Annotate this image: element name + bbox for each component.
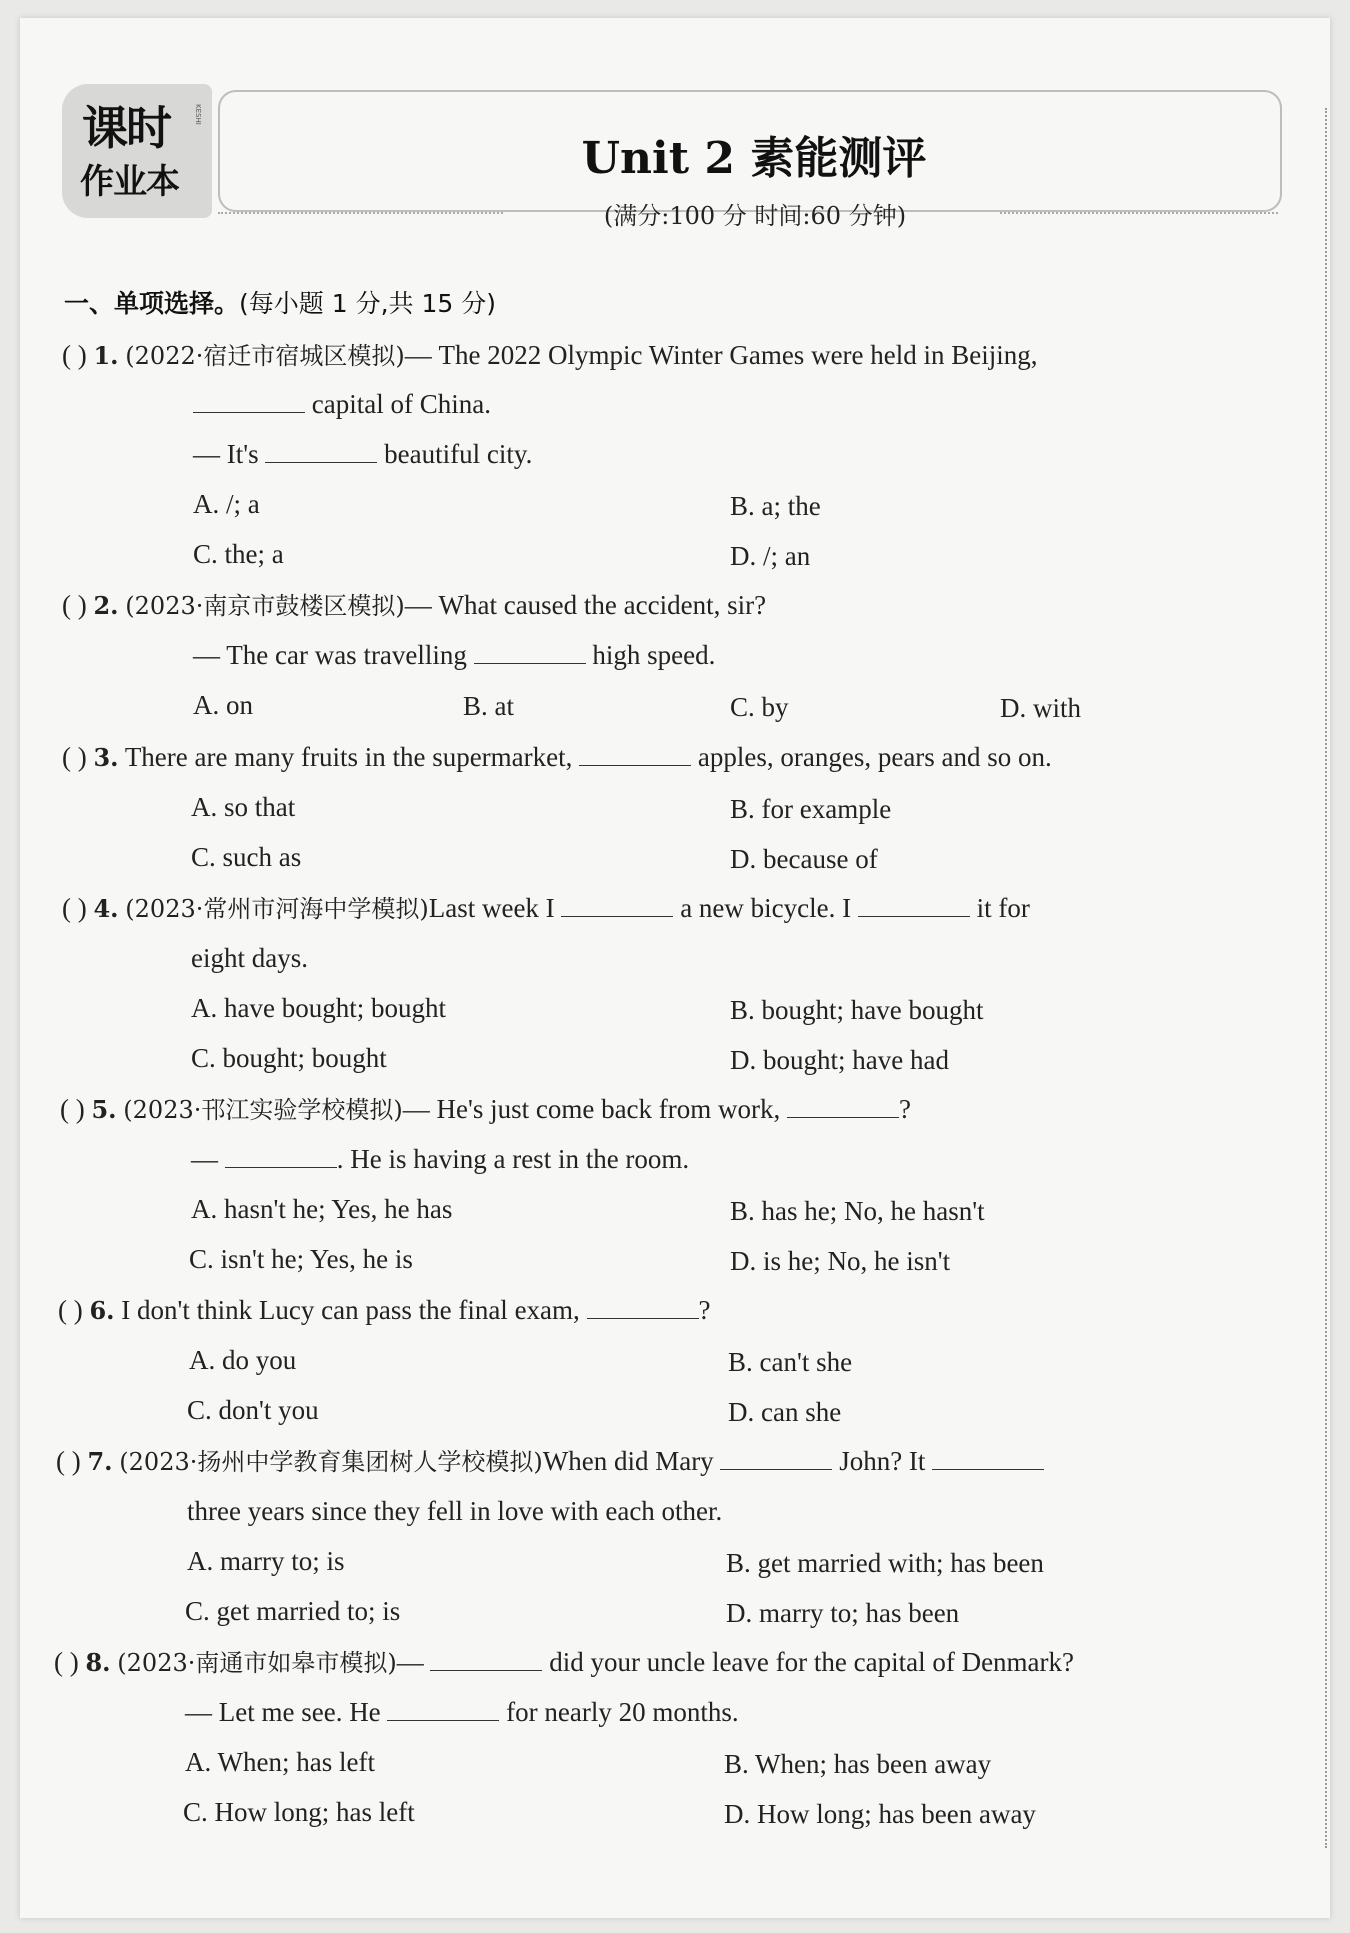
answer-bracket: ( ) bbox=[56, 1446, 81, 1476]
answer-bracket: ( ) bbox=[54, 1647, 79, 1677]
answer-bracket: ( ) bbox=[62, 340, 87, 370]
option-c: C. bought; bought bbox=[191, 1043, 387, 1073]
question-number: 6. bbox=[89, 1296, 115, 1325]
answer-blank bbox=[474, 641, 586, 664]
answer-blank bbox=[720, 1447, 832, 1470]
option-c: C. isn't he; Yes, he is bbox=[189, 1244, 413, 1274]
page-title: Unit 2 素能测评 bbox=[581, 133, 927, 184]
question-7-line2: three years since they fell in love with each other. bbox=[187, 1496, 723, 1526]
question-text: John? It bbox=[839, 1446, 926, 1476]
section-heading bbox=[64, 284, 496, 320]
option-a: A. have bought; bought bbox=[191, 993, 446, 1023]
question-source: (2023·常州市河海中学模拟) bbox=[125, 895, 429, 923]
answer-blank bbox=[193, 390, 305, 413]
subtitle-rule-right bbox=[1000, 212, 1278, 214]
question-number: 8. bbox=[85, 1648, 111, 1677]
option-a: A. /; a bbox=[193, 489, 260, 519]
option-d: D. with bbox=[1000, 693, 1081, 723]
answer-bracket: ( ) bbox=[62, 742, 87, 772]
answer-blank bbox=[579, 743, 691, 766]
question-number: 3. bbox=[93, 743, 119, 772]
question-text: apples, oranges, pears and so on. bbox=[697, 742, 1052, 772]
option-c: C. such as bbox=[191, 842, 302, 872]
question-source: (2023·南通市如皋市模拟) bbox=[117, 1649, 397, 1677]
question-3 bbox=[62, 740, 1052, 775]
question-2 bbox=[62, 588, 766, 623]
option-d: D. bought; have had bbox=[730, 1045, 949, 1075]
question-text: — bbox=[191, 1144, 218, 1174]
question-text: Last week I bbox=[428, 893, 555, 923]
question-1 bbox=[62, 338, 1038, 373]
question-text: There are many fruits in the supermarket, bbox=[124, 742, 573, 772]
answer-blank bbox=[225, 1145, 337, 1168]
option-c: C. the; a bbox=[193, 539, 284, 569]
answer-bracket: ( ) bbox=[62, 590, 87, 620]
option-d: D. can she bbox=[728, 1397, 842, 1427]
option-a: A. When; has left bbox=[185, 1747, 375, 1777]
option-c: C. don't you bbox=[187, 1395, 319, 1425]
question-1-line2 bbox=[193, 387, 491, 421]
option-c: C. How long; has left bbox=[183, 1797, 415, 1827]
section-title: 一、单项选择。 bbox=[64, 289, 240, 318]
question-text: — He's just come back from work, bbox=[402, 1094, 781, 1124]
answer-blank bbox=[587, 1296, 699, 1319]
option-a: A. on bbox=[193, 690, 253, 720]
question-text: I don't think Lucy can pass the final exam, bbox=[121, 1295, 580, 1325]
question-number: 4. bbox=[93, 894, 119, 923]
question-source: (2022·宿迁市宿城区模拟) bbox=[125, 342, 405, 370]
question-text: capital of China. bbox=[311, 389, 491, 419]
answer-blank bbox=[858, 894, 970, 917]
option-a: A. so that bbox=[191, 792, 296, 822]
answer-blank bbox=[387, 1698, 499, 1721]
question-number: 1. bbox=[93, 341, 119, 370]
option-d: D. How long; has been away bbox=[724, 1799, 1036, 1829]
question-number: 5. bbox=[91, 1095, 117, 1124]
question-number: 7. bbox=[87, 1447, 113, 1476]
question-text: for nearly 20 months. bbox=[506, 1697, 739, 1727]
question-text: When did Mary bbox=[542, 1446, 714, 1476]
option-d: D. /; an bbox=[730, 541, 811, 571]
answer-bracket: ( ) bbox=[60, 1094, 85, 1124]
logo-line1: 课时 bbox=[82, 101, 170, 155]
answer-blank bbox=[430, 1648, 542, 1671]
option-c: C. get married to; is bbox=[185, 1596, 401, 1626]
question-text: — What caused the accident, sir? bbox=[404, 590, 767, 620]
page-subtitle: (满分:100 分 时间:60 分钟) bbox=[603, 202, 907, 230]
question-2-line2 bbox=[193, 638, 715, 672]
question-text: a new bicycle. I bbox=[680, 893, 852, 923]
option-a: A. hasn't he; Yes, he has bbox=[191, 1194, 453, 1224]
section-note: (每小题 1 分,共 15 分) bbox=[239, 289, 496, 318]
question-text: ? bbox=[698, 1295, 711, 1325]
answer-blank bbox=[265, 440, 377, 463]
option-a: A. do you bbox=[189, 1345, 297, 1375]
option-d: D. is he; No, he isn't bbox=[730, 1246, 951, 1276]
answer-bracket: ( ) bbox=[62, 893, 87, 923]
option-b: B. for example bbox=[730, 794, 892, 824]
logo-line2: 作业本 bbox=[80, 162, 179, 202]
question-source: (2023·扬州中学教育集团树人学校模拟) bbox=[119, 1448, 543, 1476]
question-source: (2023·南京市鼓楼区模拟) bbox=[125, 592, 405, 620]
option-b: B. bought; have bought bbox=[730, 995, 984, 1025]
question-8-line2 bbox=[185, 1695, 739, 1729]
logo-small: KESHI bbox=[194, 104, 202, 125]
answer-blank bbox=[932, 1447, 1044, 1470]
subtitle-rule-left bbox=[218, 212, 503, 214]
question-text: — It's bbox=[193, 439, 259, 469]
question-text: — The car was travelling bbox=[193, 640, 467, 670]
question-text: it for bbox=[976, 893, 1030, 923]
question-text: — The 2022 Olympic Winter Games were held in Beijing, bbox=[404, 340, 1038, 370]
question-4-line2: eight days. bbox=[191, 943, 308, 973]
option-d: D. marry to; has been bbox=[726, 1598, 960, 1628]
answer-blank bbox=[561, 894, 673, 917]
answer-bracket: ( ) bbox=[58, 1295, 83, 1325]
question-text: . He is having a rest in the room. bbox=[336, 1144, 690, 1174]
option-a: A. marry to; is bbox=[187, 1546, 345, 1576]
option-b: B. get married with; has been bbox=[726, 1548, 1044, 1578]
option-b: B. has he; No, he hasn't bbox=[730, 1196, 985, 1226]
question-text: did your uncle leave for the capital of Denmark? bbox=[549, 1647, 1075, 1677]
option-d: D. because of bbox=[730, 844, 878, 874]
question-8 bbox=[54, 1645, 1074, 1680]
option-b: B. can't she bbox=[728, 1347, 853, 1377]
question-text: beautiful city. bbox=[384, 439, 533, 469]
question-source: (2023·邗江实验学校模拟) bbox=[123, 1096, 403, 1124]
option-b: B. at bbox=[463, 691, 514, 721]
question-text: — bbox=[396, 1647, 424, 1677]
option-b: B. When; has been away bbox=[724, 1749, 992, 1779]
question-5 bbox=[60, 1092, 911, 1127]
question-6 bbox=[58, 1293, 711, 1328]
option-b: B. a; the bbox=[730, 491, 821, 521]
question-text: — Let me see. He bbox=[185, 1697, 381, 1727]
question-7 bbox=[56, 1444, 1044, 1479]
question-number: 2. bbox=[93, 591, 119, 620]
option-c: C. by bbox=[730, 692, 789, 722]
question-4 bbox=[62, 891, 1030, 926]
question-5-line2 bbox=[191, 1142, 689, 1176]
question-1-line3 bbox=[193, 437, 532, 471]
answer-blank bbox=[787, 1095, 899, 1118]
question-text: high speed. bbox=[592, 640, 716, 670]
margin-rule bbox=[1325, 108, 1327, 1848]
question-text: ? bbox=[899, 1094, 911, 1124]
